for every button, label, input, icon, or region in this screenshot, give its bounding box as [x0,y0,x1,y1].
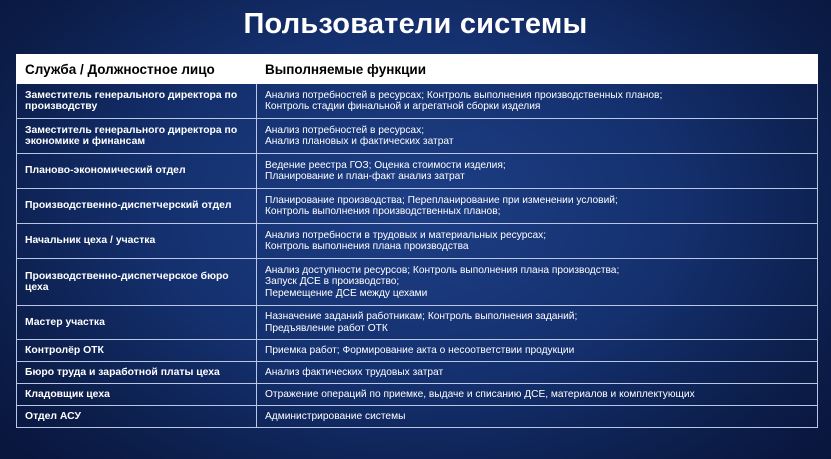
role-cell: Заместитель генерального директора по экономике и финансам [17,119,257,154]
function-line: Планирование и план-факт анализ затрат [265,171,465,182]
table-row [17,259,818,306]
function-line: Контроль выполнения плана производства [265,241,469,252]
function-line: Приемка работ; Формирование акта о несоответствии продукции [265,344,575,356]
header-role: Служба / Должностное лицо [17,55,257,84]
function-line: Анализ потребности в трудовых и материальных ресурсах; [265,229,547,241]
function-line: Контроль стадии финальной и агрегатной сборки изделия [265,101,541,112]
role-cell: Заместитель генерального директора по производству [17,84,257,119]
role-cell: Отдел АСУ [17,406,257,428]
functions-cell [257,119,818,154]
table-row [17,84,818,119]
functions-cell [257,259,818,306]
role-cell: Производственно-диспетчерское бюро цеха [17,259,257,306]
role-cell: Бюро труда и заработной платы цеха [17,362,257,384]
functions-cell [257,154,818,189]
functions-cell [257,84,818,119]
role-cell: Мастер участка [17,306,257,340]
table-row [17,406,818,428]
function-line: Назначение заданий работникам; Контроль выполнения заданий; [265,311,578,322]
function-line: Администрирование системы [265,410,406,422]
function-line: Анализ плановых и фактических затрат [265,136,454,147]
function-line: Перемещение ДСЕ между цехами [265,287,428,299]
table-row [17,306,818,340]
role-cell: Кладовщик цеха [17,384,257,406]
functions-cell [257,406,818,428]
role-cell: Контролёр ОТК [17,340,257,362]
function-line: Анализ потребностей в ресурсах; [265,124,425,136]
functions-cell [257,306,818,340]
functions-cell [257,189,818,224]
function-line: Планирование производства; Перепланирование при изменении условий; [265,194,618,206]
role-cell: Планово-экономический отдел [17,154,257,189]
table-row [17,189,818,224]
table-row [17,384,818,406]
table-row [17,362,818,384]
table-row [17,340,818,362]
users-table-container [16,54,817,426]
function-line: Запуск ДСЕ в производство; [265,276,400,288]
function-line: Анализ фактических трудовых затрат [265,366,444,378]
functions-cell [257,384,818,406]
function-line: Анализ потребностей в ресурсах; Контроль выполнения производственных планов; [265,89,663,101]
table-row [17,154,818,189]
function-line: Отражение операций по приемке, выдаче и списанию ДСЕ, материалов и комплектующих [265,388,695,400]
function-line: Контроль выполнения производственных планов; [265,206,501,217]
function-line: Анализ доступности ресурсов; Контроль выполнения плана производства; [265,264,620,276]
function-line: Предъявление работ ОТК [265,322,388,334]
function-line: Ведение реестра ГОЗ; Оценка стоимости изделия; [265,159,506,171]
slide-title: Пользователи системы [243,8,588,40]
role-cell: Начальник цеха / участка [17,224,257,259]
table-header-row [17,55,818,84]
header-functions: Выполняемые функции [257,55,818,84]
users-table [16,54,818,428]
functions-cell [257,340,818,362]
functions-cell [257,224,818,259]
table-row [17,224,818,259]
table-row [17,119,818,154]
functions-cell [257,362,818,384]
role-cell: Производственно-диспетчерский отдел [17,189,257,224]
